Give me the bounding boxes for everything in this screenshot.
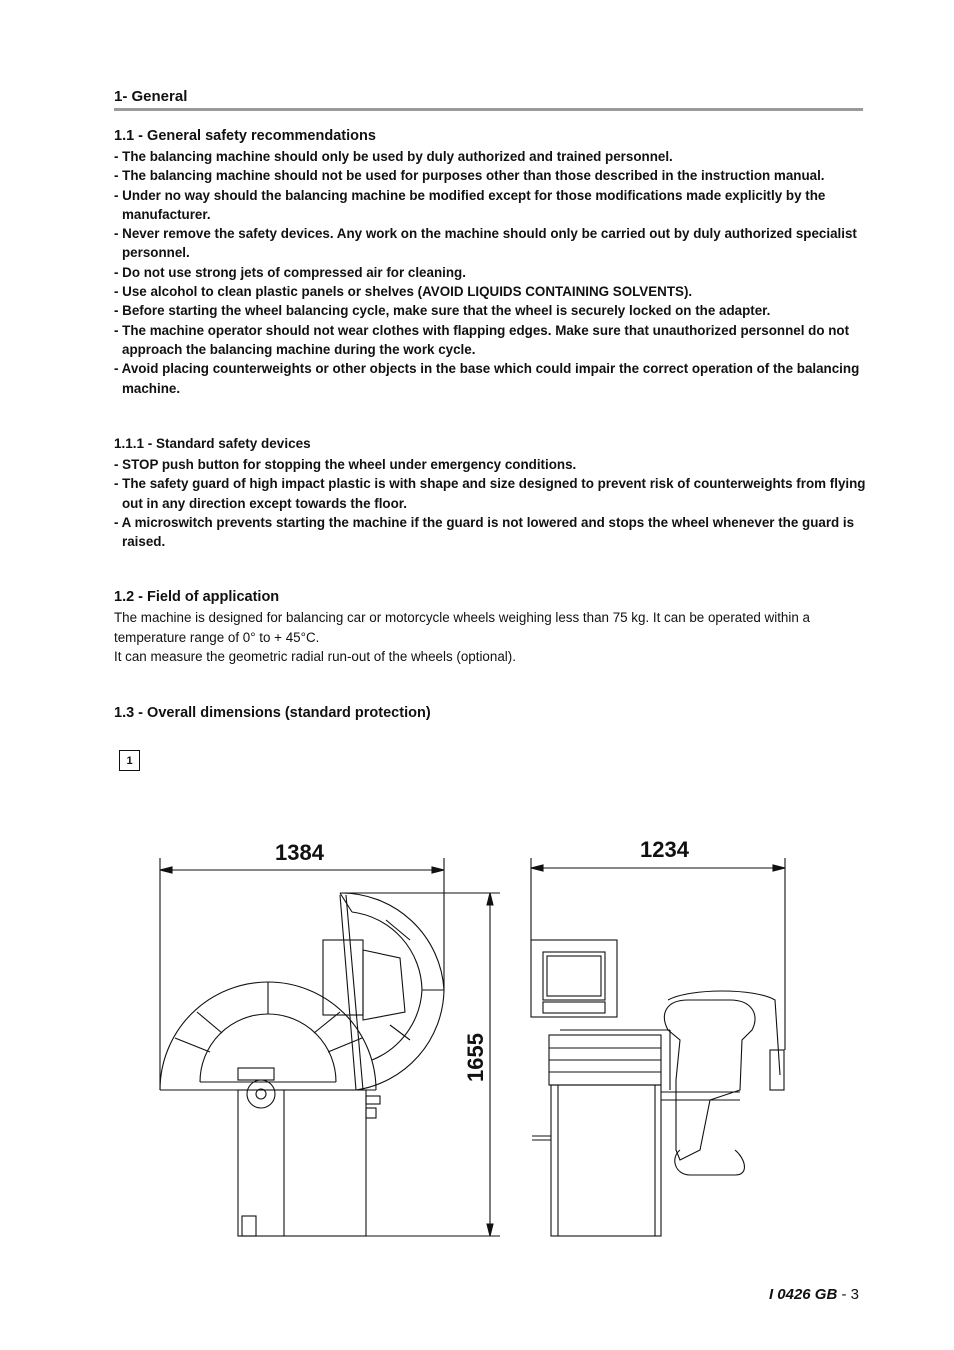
safety-item: - Use alcohol to clean plastic panels or shelves (AVOID LIQUIDS CONTAINING SOLVENTS). xyxy=(114,284,693,300)
figure-number-box: 1 xyxy=(119,750,140,771)
devices-item: - The safety guard of high impact plastic is with shape and size designed to prevent risk of counterweights from flying out in any direction except towards the floor. xyxy=(114,476,866,511)
safety-heading: 1.1 - General safety recommendations xyxy=(114,128,376,144)
field-paragraph: The machine is designed for balancing car or motorcycle wheels weighing less than 75 kg. It can be operated within a temperature range of 0° to + 45°C. xyxy=(114,610,810,645)
devices-item: - STOP push button for stopping the wheel under emergency conditions. xyxy=(114,457,577,472)
section-title: 1- General xyxy=(114,88,188,105)
safety-item: - Avoid placing counterweights or other objects in the base which could impair the correct operation of the balancing machine. xyxy=(114,361,860,396)
dimension-width-side: 1384 xyxy=(275,840,324,865)
document-code: I 0426 GB xyxy=(768,1286,838,1303)
page-number: - 3 xyxy=(837,1286,859,1303)
safety-item: - Never remove the safety devices. Any work on the machine should only be carried out by duly authorized specialist personnel. xyxy=(114,226,857,261)
safety-item: - The balancing machine should not be used for purposes other than those described in the instruction manual. xyxy=(114,168,825,184)
page-footer xyxy=(769,1286,859,1303)
safety-item: - Before starting the wheel balancing cycle, make sure that the wheel is securely locked on the adapter. xyxy=(114,303,771,319)
dimension-width-front: 1234 xyxy=(640,837,689,862)
safety-item: - Under no way should the balancing machine be modified except for those modifications made explicitly by the manufacturer. xyxy=(114,187,826,222)
devices-item: - A microswitch prevents starting the machine if the guard is not lowered and stops the wheel whenever the guard is raised. xyxy=(114,514,855,550)
safety-item: - The balancing machine should only be used by duly authorized and trained personnel. xyxy=(114,149,673,164)
dimensions-heading: 1.3 - Overall dimensions (standard protection) xyxy=(114,705,431,721)
safety-item: - Do not use strong jets of compressed air for cleaning. xyxy=(114,264,466,280)
field-heading: 1.2 - Field of application xyxy=(114,589,280,605)
devices-heading: 1.1.1 - Standard safety devices xyxy=(114,436,311,451)
safety-item: - The machine operator should not wear clothes with flapping edges. Make sure that unauthorized personnel do not approach the balancing machine during the work cycle. xyxy=(114,322,850,357)
dimension-height: 1655 xyxy=(463,1033,488,1082)
field-paragraph-2: It can measure the geometric radial run-out of the wheels (optional). xyxy=(114,649,516,664)
